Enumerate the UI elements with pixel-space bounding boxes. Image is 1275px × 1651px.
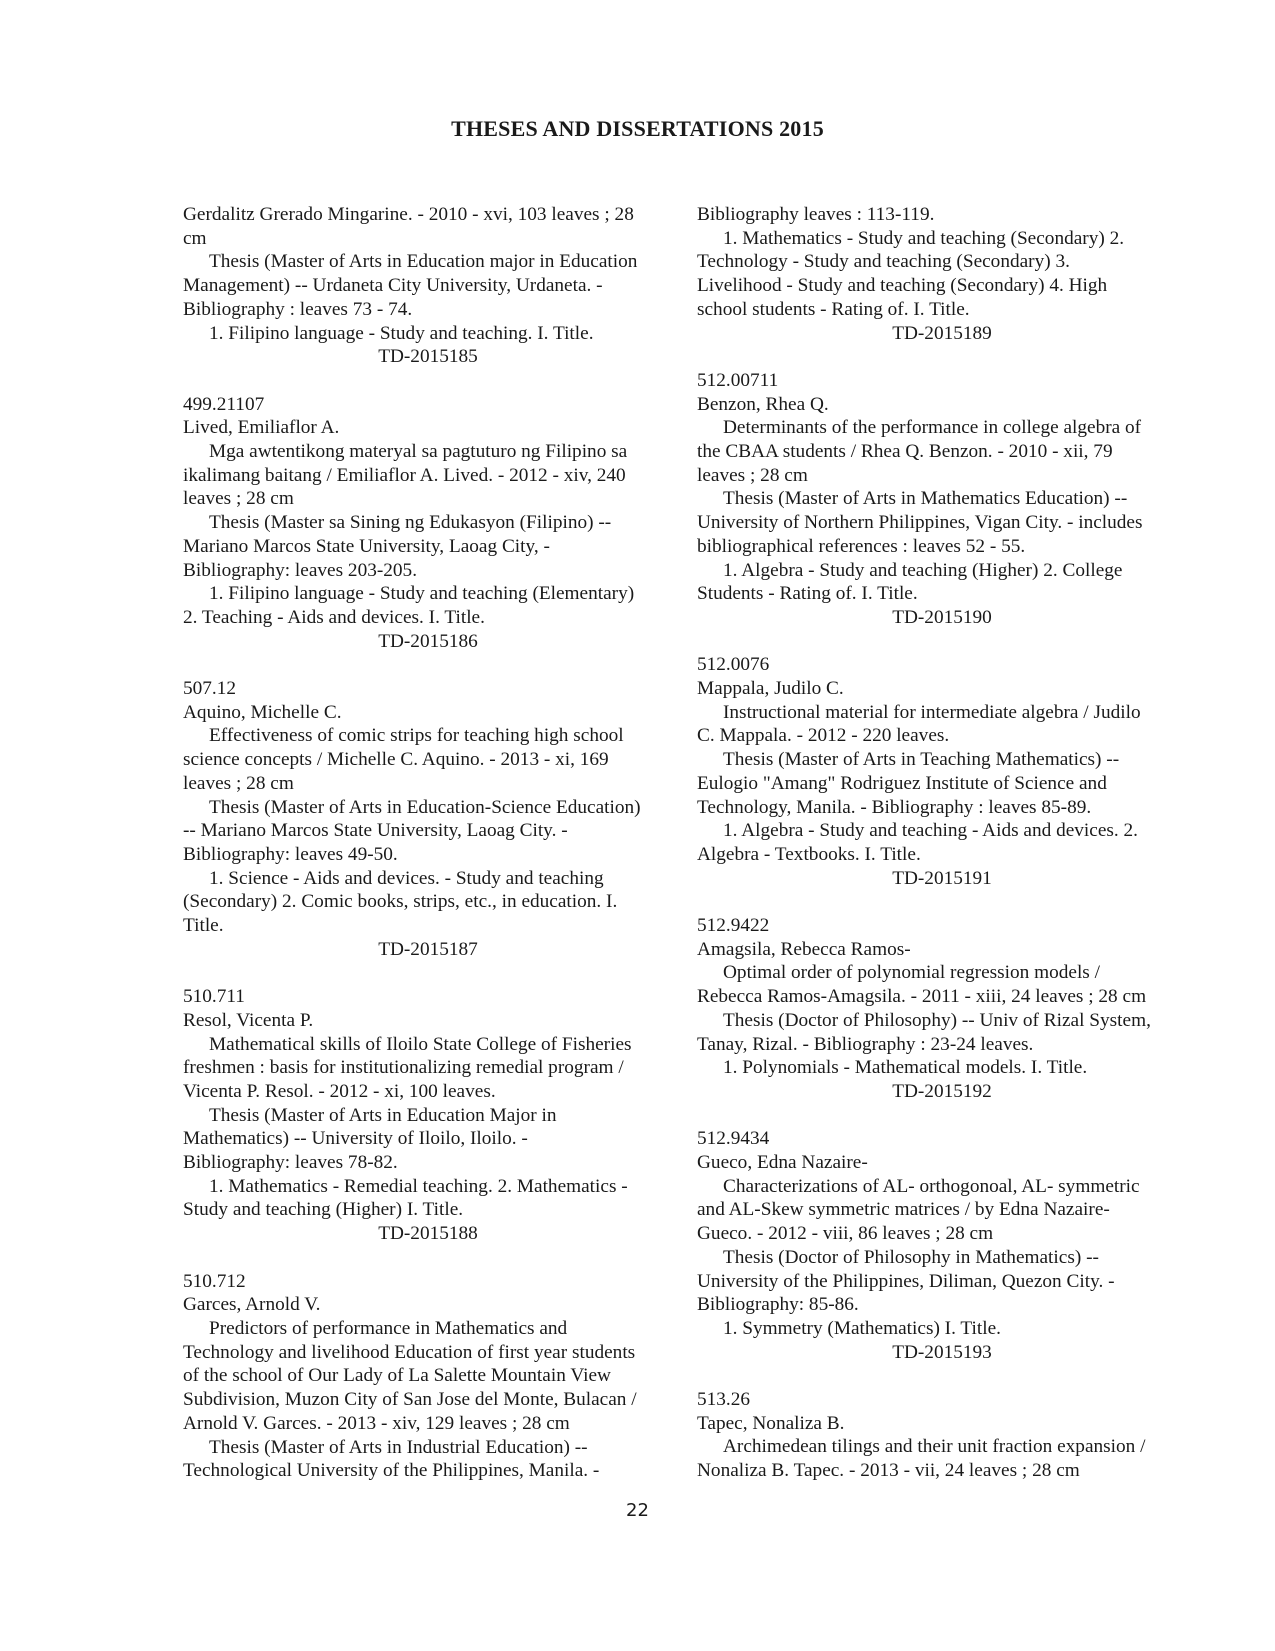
entry-line: Thesis (Master of Arts in Education major in Education xyxy=(209,251,638,273)
entry-line: of the school of Our Lady of La Salette Mountain View xyxy=(183,1365,611,1387)
author: Lived, Emiliaflor A. xyxy=(183,417,340,439)
entry-line: Gerdalitz Grerado Mingarine. - 2010 - xvi, 103 leaves ; 28 xyxy=(183,204,634,225)
entry-line: Bibliography: leaves 49-50. xyxy=(183,843,398,865)
author: Amagsila, Rebecca Ramos- xyxy=(697,938,911,960)
entry-line: science concepts / Michelle C. Aquino. - 2013 - xi, 169 xyxy=(183,749,609,771)
entry-line: Rebecca Ramos-Amagsila. - 2011 - xiii, 24 leaves ; 28 cm xyxy=(697,986,1147,1008)
catalog-entry xyxy=(183,985,673,1246)
entry-line: Technology and livelihood Education of first year students xyxy=(183,1341,636,1363)
author: Aquino, Michelle C. xyxy=(183,701,342,723)
catalog-entry xyxy=(697,1127,1187,1364)
call-number: 510.712 xyxy=(183,1270,246,1292)
page-title: THESES AND DISSERTATIONS 2015 xyxy=(451,116,824,141)
page-number: 22 xyxy=(626,1500,649,1521)
entry-line: the CBAA students / Rhea Q. Benzon. - 2010 - xii, 79 xyxy=(697,441,1113,463)
entry-line: Bibliography : leaves 73 - 74. xyxy=(183,298,413,320)
accession-number: TD-2015185 xyxy=(378,346,478,368)
catalog-entry xyxy=(697,1388,1187,1483)
author: Tapec, Nonaliza B. xyxy=(697,1412,845,1434)
entry-line: and AL-Skew symmetric matrices / by Edna Nazaire- xyxy=(697,1199,1110,1221)
entry-line: leaves ; 28 cm xyxy=(183,488,294,510)
entry-line: 1. Polynomials - Mathematical models. I. Title. xyxy=(723,1057,1088,1079)
call-number: 513.26 xyxy=(697,1389,751,1411)
entry-line: Mariano Marcos State University, Laoag City, - xyxy=(183,535,550,557)
entry-line: (Secondary) 2. Comic books, strips, etc., in education. I. xyxy=(183,891,618,913)
entry-line: Optimal order of polynomial regression models / xyxy=(723,962,1100,984)
entry-line: Technology - Study and teaching (Secondary) 3. xyxy=(697,251,1070,273)
entry-line: Bibliography leaves : 113-119. xyxy=(697,204,935,225)
entry-line: Thesis (Master of Arts in Teaching Mathematics) -- xyxy=(723,749,1120,771)
entry-line: Vicenta P. Resol. - 2012 - xi, 100 leaves. xyxy=(183,1080,496,1102)
entry-line: Students - Rating of. I. Title. xyxy=(697,583,918,605)
entry-line: Archimedean tilings and their unit fraction expansion / xyxy=(723,1436,1146,1458)
entry-line: ikalimang baitang / Emiliaflor A. Lived. - 2012 - xiv, 240 xyxy=(183,464,626,486)
accession-number: TD-2015187 xyxy=(378,938,478,960)
entry-line: Mathematics) -- University of Iloilo, Iloilo. - xyxy=(183,1128,528,1150)
entry-line: Eulogio "Amang" Rodriguez Institute of Science and xyxy=(697,772,1107,794)
entry-line: University of the Philippines, Diliman, Quezon City. - xyxy=(697,1270,1115,1292)
accession-number: TD-2015191 xyxy=(892,867,992,889)
entry-line: Thesis (Doctor of Philosophy in Mathematics) -- xyxy=(723,1246,1099,1268)
entry-line: C. Mappala. - 2012 - 220 leaves. xyxy=(697,725,950,747)
entry-line: freshmen : basis for institutionalizing remedial program / xyxy=(183,1057,624,1079)
entry-line: Thesis (Master of Arts in Industrial Education) -- xyxy=(209,1436,588,1458)
entry-line: Gueco. - 2012 - viii, 86 leaves ; 28 cm xyxy=(697,1223,994,1245)
entry-line: Bibliography: leaves 78-82. xyxy=(183,1152,398,1174)
entry-line: cm xyxy=(183,227,207,249)
entry-line: Thesis (Master of Arts in Education Major in xyxy=(209,1104,557,1126)
entry-line: Thesis (Master of Arts in Mathematics Education) -- xyxy=(723,488,1128,510)
call-number: 499.21107 xyxy=(183,393,265,415)
entry-line: Bibliography: leaves 203-205. xyxy=(183,559,418,581)
accession-number: TD-2015189 xyxy=(892,322,992,344)
catalog-entry xyxy=(183,677,673,961)
entry-line: leaves ; 28 cm xyxy=(183,772,294,794)
catalog-entry xyxy=(697,369,1187,630)
entry-line: Effectiveness of comic strips for teaching high school xyxy=(209,725,624,747)
entry-line: leaves ; 28 cm xyxy=(697,464,808,486)
entry-line: Thesis (Master sa Sining ng Edukasyon (Filipino) -- xyxy=(209,512,612,534)
call-number: 507.12 xyxy=(183,678,237,700)
entry-line: Arnold V. Garces. - 2013 - xiv, 129 leaves ; 28 cm xyxy=(183,1412,570,1434)
entry-line: Determinants of the performance in college algebra of xyxy=(723,417,1142,439)
author: Garces, Arnold V. xyxy=(183,1294,321,1316)
entry-line: Livelihood - Study and teaching (Secondary) 4. High xyxy=(697,275,1108,297)
catalog-entry xyxy=(697,914,1187,1104)
author: Gueco, Edna Nazaire- xyxy=(697,1152,868,1174)
entry-line: Mga awtentikong materyal sa pagtuturo ng Filipino sa xyxy=(209,441,628,463)
right-column xyxy=(697,203,1187,1507)
entry-line: Thesis (Master of Arts in Education-Science Education) xyxy=(209,796,641,818)
accession-number: TD-2015193 xyxy=(892,1341,992,1363)
entry-line: Tanay, Rizal. - Bibliography : 23-24 leaves. xyxy=(697,1033,1034,1055)
entry-line: Mathematical skills of Iloilo State College of Fisheries xyxy=(209,1033,632,1055)
entry-line: University of Northern Philippines, Vigan City. - includes xyxy=(697,512,1143,534)
entry-line: bibliographical references : leaves 52 - 55. xyxy=(697,535,1026,557)
entry-line: Algebra - Textbooks. I. Title. xyxy=(697,843,921,865)
catalog-entry xyxy=(183,203,673,369)
call-number: 512.9422 xyxy=(697,915,770,937)
entry-line: 1. Filipino language - Study and teaching. I. Title. xyxy=(209,322,594,344)
call-number: 512.0076 xyxy=(697,654,770,676)
entry-line: Technological University of the Philippines, Manila. - xyxy=(183,1460,600,1482)
entry-line: Study and teaching (Higher) I. Title. xyxy=(183,1199,464,1221)
call-number: 512.9434 xyxy=(697,1128,770,1150)
accession-number: TD-2015192 xyxy=(892,1080,992,1102)
accession-number: TD-2015190 xyxy=(892,606,992,628)
entry-line: Instructional material for intermediate algebra / Judilo xyxy=(723,701,1141,723)
catalog-entry xyxy=(183,1270,673,1483)
catalog-entry xyxy=(183,393,673,654)
entry-line: 1. Algebra - Study and teaching - Aids and devices. 2. xyxy=(723,820,1138,842)
author: Mappala, Judilo C. xyxy=(697,678,844,700)
entry-line: 1. Mathematics - Study and teaching (Secondary) 2. xyxy=(723,227,1125,249)
author: Resol, Vicenta P. xyxy=(183,1009,314,1031)
entry-line: Subdivision, Muzon City of San Jose del Monte, Bulacan / xyxy=(183,1389,637,1411)
entry-line: Predictors of performance in Mathematics and xyxy=(209,1317,568,1339)
call-number: 512.00711 xyxy=(697,369,779,391)
catalog-entry xyxy=(697,203,1187,345)
entry-line: Characterizations of AL- orthogonoal, AL- symmetric xyxy=(723,1175,1140,1197)
entry-line: 1. Algebra - Study and teaching (Higher) 2. College xyxy=(723,559,1123,581)
entry-line: Technology, Manila. - Bibliography : leaves 85-89. xyxy=(697,796,1092,818)
entry-line: Title. xyxy=(183,915,224,937)
catalog-entry xyxy=(697,653,1187,890)
entry-line: Bibliography: 85-86. xyxy=(697,1294,859,1316)
entry-line: 1. Mathematics - Remedial teaching. 2. Mathematics - xyxy=(209,1175,628,1197)
accession-number: TD-2015186 xyxy=(378,630,478,652)
entry-line: 2. Teaching - Aids and devices. I. Title. xyxy=(183,606,485,628)
entry-line: Management) -- Urdaneta City University, Urdaneta. - xyxy=(183,275,603,297)
entry-line: 1. Symmetry (Mathematics) I. Title. xyxy=(723,1317,1001,1339)
entry-line: 1. Science - Aids and devices. - Study and teaching xyxy=(209,867,604,889)
accession-number: TD-2015188 xyxy=(378,1223,478,1245)
entry-line: -- Mariano Marcos State University, Laoag City. - xyxy=(183,820,568,842)
entry-line: Thesis (Doctor of Philosophy) -- Univ of Rizal System, xyxy=(723,1009,1151,1031)
call-number: 510.711 xyxy=(183,986,245,1008)
author: Benzon, Rhea Q. xyxy=(697,393,829,415)
entry-line: school students - Rating of. I. Title. xyxy=(697,298,970,320)
entry-line: 1. Filipino language - Study and teaching (Elementary) xyxy=(209,583,635,605)
left-column xyxy=(183,203,673,1507)
entry-line: Nonaliza B. Tapec. - 2013 - vii, 24 leaves ; 28 cm xyxy=(697,1460,1080,1482)
